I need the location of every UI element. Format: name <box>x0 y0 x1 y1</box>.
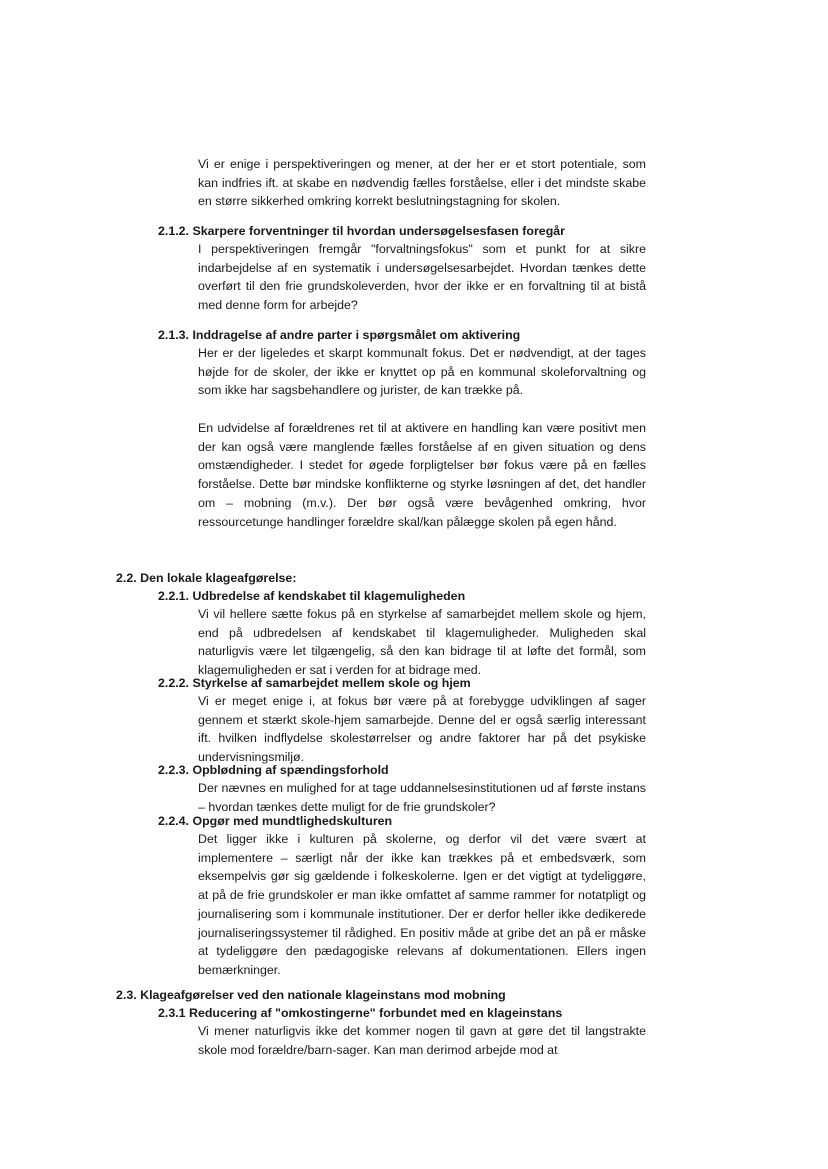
section-title: Den lokale klageafgørelse: <box>140 571 297 585</box>
section-title: Opgør med mundtlighedskulturen <box>192 814 393 828</box>
section-2-2-heading <box>116 569 296 588</box>
section-title: Klageafgørelser ved den nationale klageinstans mod mobning <box>140 988 506 1002</box>
section-number: 2.1.3. <box>158 328 190 342</box>
section-title: Opblødning af spændingsforhold <box>192 763 389 777</box>
section-number: 2.2.2. <box>158 676 190 690</box>
section-2-2-3-paragraph: Der nævnes en mulighed for at tage uddannelsesinstitutionen ud af første instans – hvordan tænkes dette muligt for de frie grundskoler? <box>198 781 646 814</box>
section-2-2-2-heading <box>158 674 471 693</box>
section-2-2-4-heading <box>158 812 392 831</box>
section-title: Udbredelse af kendskabet til klagemuligheden <box>192 589 466 603</box>
section-title: Inddragelse af andre parter i spørgsmålet om aktivering <box>192 328 521 342</box>
section-2-3-1-paragraph: Vi mener naturligvis ikke det kommer nogen til gavn at gøre det til langstrakte skole mod forældre/barn-sager. Kan man derimod arbejde mod at <box>198 1024 646 1057</box>
section-number: 2.2.4. <box>158 814 190 828</box>
section-2-1-3-heading <box>158 326 520 345</box>
section-2-2-1-heading <box>158 587 465 606</box>
section-2-1-2-paragraph: I perspektiveringen fremgår "forvaltningsfokus" som et punkt for at sikre indarbejdelse af en systematik i undersøgelsesarbejdet. Hvordan tænkes dette overført til den frie grundskoleverden, hvor der ikke er en forvaltning til at bistå med denne form for arbejde? <box>198 242 646 313</box>
section-number: 2.3. <box>116 988 137 1002</box>
section-2-2-1-paragraph: Vi vil hellere sætte fokus på en styrkelse af samarbejdet mellem skole og hjem, end på udbredelsen af kendskabet til klagemuligheder. Muligheden skal naturligvis være let tilgængelig, så den kan bidrage til at løfte det formål, som klagemuligheden er sat i verden for at bidrage med. <box>198 607 646 678</box>
section-number: 2.2.3. <box>158 763 190 777</box>
section-number: 2.3.1 <box>158 1006 186 1020</box>
section-number: 2.2. <box>116 571 137 585</box>
section-2-3-heading <box>116 986 506 1005</box>
section-2-2-4-paragraph: Det ligger ikke i kulturen på skolerne, og derfor vil det være svært at implementere – særligt når der ikke kan trækkes på et embedsværk, som eksempelvis gør sig gældende i folkeskolerne. Igen er det vigtigt at tydeliggøre, at på de frie grundskoler er man ikke omfattet af samme rammer for notatpligt og journalisering som i kommunale institutioner. Der er derfor heller ikke dedikerede journaliseringssystemer til rådighed. En positiv måde at gribe det an på er måske at tydeliggøre den pædagogiske relevans af dokumentationen. Ellers ingen bemærkninger. <box>198 832 646 977</box>
intro-paragraph: Vi er enige i perspektiveringen og mener, at der her er et stort potentiale, som kan indfries ift. at skabe en nødvendig fælles forståelse, eller i det mindste skabe en større sikkerhed omkring korrekt beslutningstagning for skolen. <box>198 157 646 209</box>
section-2-1-2-heading <box>158 222 565 241</box>
section-2-1-3-paragraph-1: Her er der ligeledes et skarpt kommunalt fokus. Det er nødvendigt, at der tages højde for de skoler, der ikke er knyttet op på en kommunal skoleforvaltning og som ikke har sagsbehandlere og jurister, de kan trække på. <box>198 346 646 398</box>
section-2-2-3-heading <box>158 761 389 780</box>
section-2-1-3-paragraph-2: En udvidelse af forældrenes ret til at aktivere en handling kan være positivt men der kan også være manglende fælles forståelse af en given situation og dens omstændigheder. I stedet for øgede forpligtelser bør fokus være på en fælles forståelse. Dette bør mindske konflikterne og styrke løsningen af det, det handler om – mobning (m.v.). Der bør også være bevågenhed omkring, hvor ressourcetunge handlinger forældre skal/kan pålægge skolen på egen hånd. <box>198 421 646 529</box>
section-number: 2.2.1. <box>158 589 190 603</box>
section-title: Reducering af "omkostingerne" forbundet med en klageinstans <box>189 1006 563 1020</box>
section-2-3-1-heading <box>158 1004 562 1023</box>
section-title: Styrkelse af samarbejdet mellem skole og hjem <box>192 676 471 690</box>
section-2-2-2-paragraph: Vi er meget enige i, at fokus bør være på at forebygge udviklingen af sager gennem et stærkt skole-hjem samarbejde. Denne del er også særlig interessant ift. hvilken indflydelse skolestørrelser og andre faktorer har på det psykiske undervisningsmiljø. <box>198 694 646 765</box>
section-number: 2.1.2. <box>158 224 190 238</box>
section-title: Skarpere forventninger til hvordan undersøgelsesfasen foregår <box>192 224 565 238</box>
